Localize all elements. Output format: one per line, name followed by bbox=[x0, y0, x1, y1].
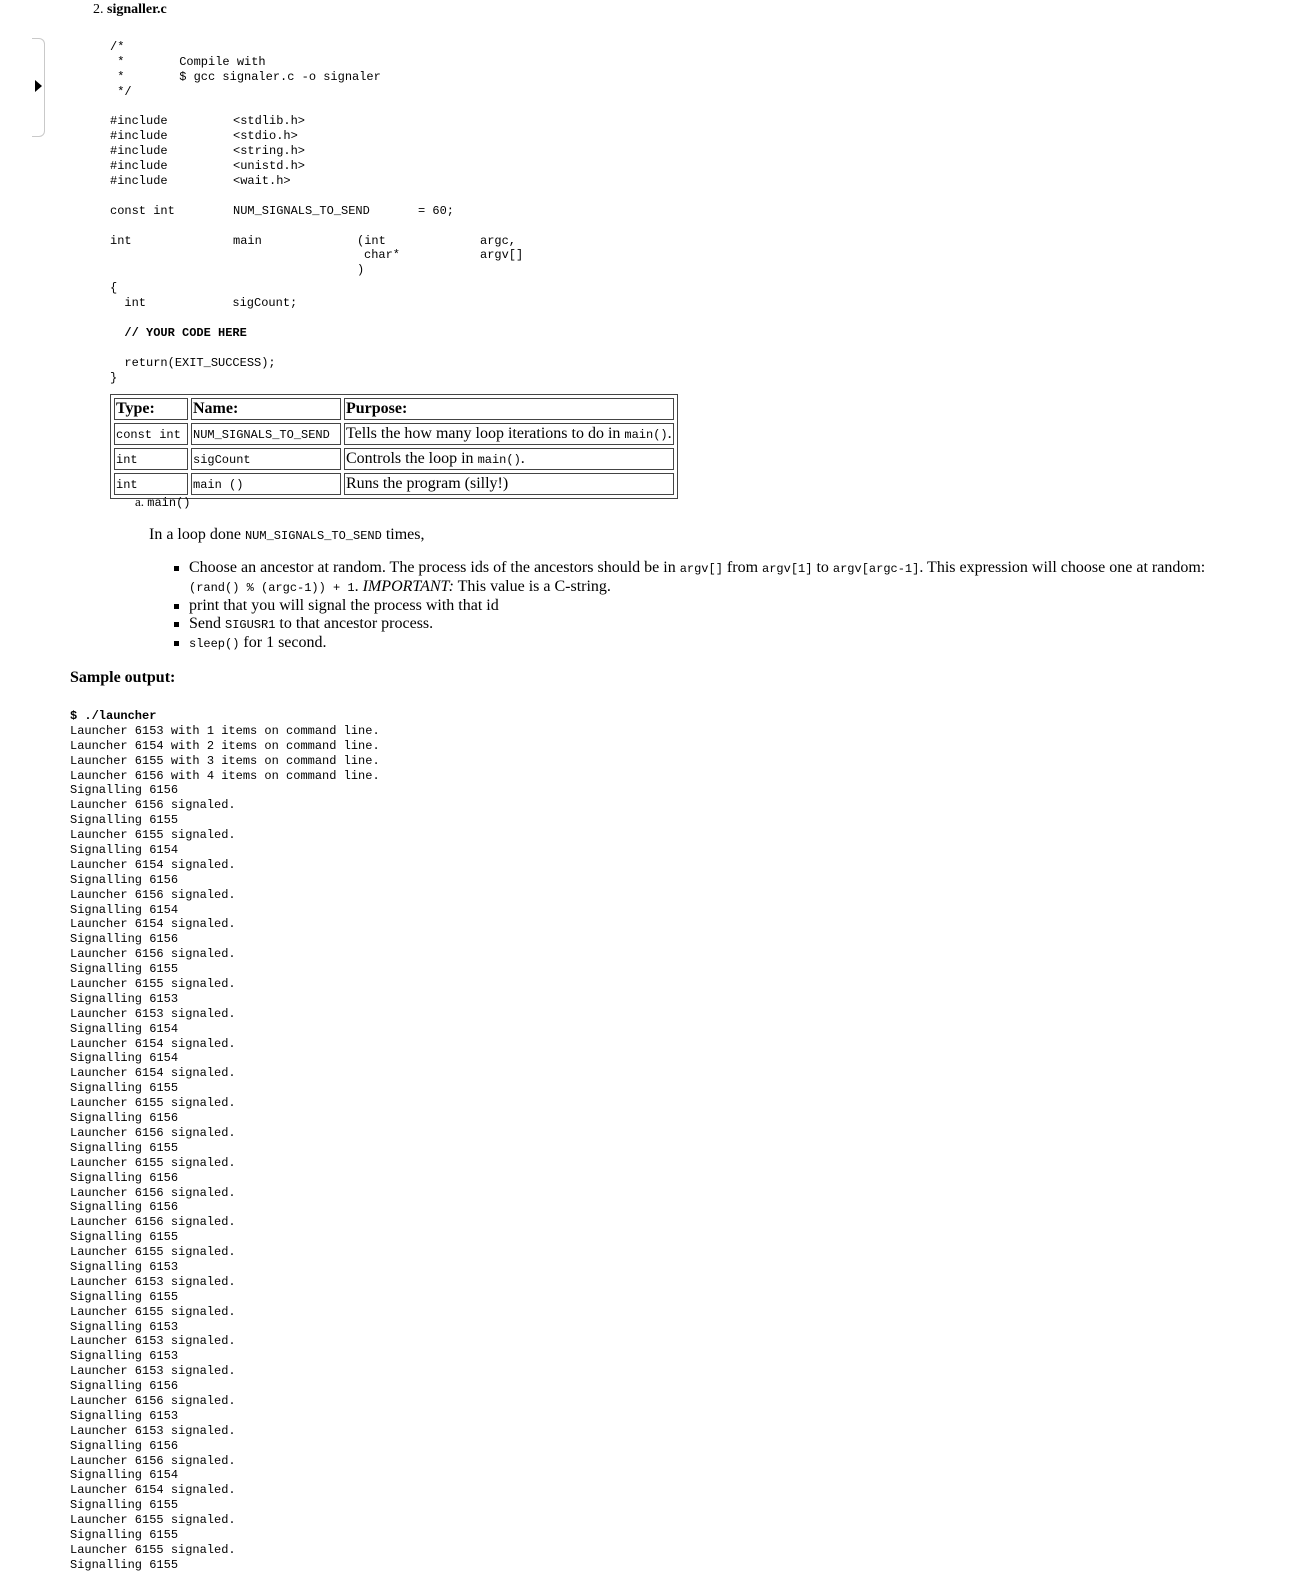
output-line: Launcher 6155 signaled. bbox=[70, 1245, 236, 1260]
output-line: Signalling 6155 bbox=[70, 813, 179, 828]
section-heading bbox=[93, 2, 167, 18]
output-line: Signalling 6154 bbox=[70, 1051, 179, 1066]
output-line: Signalling 6156 bbox=[70, 1111, 179, 1126]
header-cell: Purpose: bbox=[344, 398, 674, 420]
include-line: #include <wait.h> bbox=[110, 174, 291, 189]
output-line: Launcher 6154 signaled. bbox=[70, 1066, 236, 1081]
output-line: Launcher 6155 signaled. bbox=[70, 1304, 236, 1319]
output-line: Launcher 6155 signaled. bbox=[70, 1513, 236, 1528]
output-line: Signalling 6156 bbox=[70, 932, 179, 947]
output-line: Launcher 6155 signaled. bbox=[70, 1096, 236, 1111]
return-statement: return(EXIT_SUCCESS); bbox=[124, 355, 276, 370]
code-line: } bbox=[110, 370, 118, 385]
output-line: Signalling 6155 bbox=[70, 1557, 179, 1572]
output-line: Signalling 6155 bbox=[70, 1230, 179, 1245]
list-item: print that you will signal the process with that id bbox=[189, 597, 1219, 615]
type-cell: int bbox=[114, 473, 188, 495]
output-line: Launcher 6156 signaled. bbox=[70, 1125, 236, 1140]
name-cell: sigCount bbox=[191, 448, 341, 470]
output-line: Signalling 6153 bbox=[70, 1259, 179, 1274]
output-line: Signalling 6156 bbox=[70, 872, 179, 887]
output-line: Signalling 6155 bbox=[70, 1498, 179, 1513]
output-line: Signalling 6155 bbox=[70, 1081, 179, 1096]
output-line: Signalling 6154 bbox=[70, 902, 179, 917]
output-line: Signalling 6156 bbox=[70, 1170, 179, 1185]
output-line: Signalling 6154 bbox=[70, 1468, 179, 1483]
table-header-row bbox=[114, 398, 674, 420]
loop-intro: In a loop done NUM_SIGNALS_TO_SEND times, bbox=[149, 526, 425, 543]
section-title: signaller.c bbox=[107, 2, 167, 17]
output-line: Launcher 6154 with 2 items on command line. bbox=[70, 738, 380, 753]
table-row bbox=[114, 473, 674, 495]
name-cell: main () bbox=[191, 473, 341, 495]
output-line: Launcher 6156 signaled. bbox=[70, 1215, 236, 1230]
purpose-cell: Tells the how many loop iterations to do in main(). bbox=[344, 423, 674, 445]
sample-output-title: Sample output: bbox=[70, 669, 176, 686]
table-row bbox=[114, 448, 674, 470]
code-line: */ bbox=[117, 84, 132, 99]
include-line: #include <stdlib.h> bbox=[110, 114, 306, 129]
header-cell: Type: bbox=[114, 398, 188, 420]
local-declaration: int sigCount; bbox=[124, 296, 298, 311]
code-line: { bbox=[110, 281, 118, 296]
output-line: Signalling 6155 bbox=[70, 1140, 179, 1155]
purpose-cell: Runs the program (silly!) bbox=[344, 473, 674, 495]
include-line: #include <string.h> bbox=[110, 144, 306, 159]
output-line: Launcher 6155 signaled. bbox=[70, 1155, 236, 1170]
type-cell: const int bbox=[114, 423, 188, 445]
output-line: Launcher 6156 signaled. bbox=[70, 798, 236, 813]
command-line: $ ./launcher bbox=[70, 709, 157, 723]
output-line: Signalling 6153 bbox=[70, 1319, 179, 1334]
output-line: Signalling 6155 bbox=[70, 1527, 179, 1542]
output-line: Signalling 6155 bbox=[70, 962, 179, 977]
include-line: #include <stdio.h> bbox=[110, 129, 298, 144]
output-line: Signalling 6153 bbox=[70, 991, 179, 1006]
output-line: Launcher 6154 signaled. bbox=[70, 1036, 236, 1051]
output-line: Signalling 6156 bbox=[70, 1200, 179, 1215]
output-line: Signalling 6156 bbox=[70, 783, 179, 798]
name-cell: NUM_SIGNALS_TO_SEND bbox=[191, 423, 341, 445]
your-code-comment: // YOUR CODE HERE bbox=[124, 325, 247, 340]
purpose-cell: Controls the loop in main(). bbox=[344, 448, 674, 470]
output-line: Launcher 6156 signaled. bbox=[70, 1185, 236, 1200]
table-row bbox=[114, 423, 674, 445]
subsection-heading: a. main() bbox=[135, 494, 191, 510]
expand-arrow-icon[interactable] bbox=[35, 80, 42, 92]
output-line: Launcher 6155 signaled. bbox=[70, 828, 236, 843]
output-line: Launcher 6156 signaled. bbox=[70, 1393, 236, 1408]
output-line: Launcher 6156 signaled. bbox=[70, 947, 236, 962]
list-item: Choose an ancestor at random. The process ids of the ancestors should be in argv[] from argv[1] to argv[argc-1]. This expression will choose one at random: (rand() % (argc-1)) + 1. IMPORTANT: This value is a C-string. bbox=[189, 559, 1219, 597]
output-line: Launcher 6153 signaled. bbox=[70, 1334, 236, 1349]
output-line: Signalling 6153 bbox=[70, 1349, 179, 1364]
code-listing bbox=[110, 40, 523, 385]
output-line: Launcher 6153 signaled. bbox=[70, 1006, 236, 1021]
output-line: Signalling 6155 bbox=[70, 1289, 179, 1304]
code-line: /* bbox=[110, 40, 125, 54]
output-line: Launcher 6155 signaled. bbox=[70, 977, 236, 992]
output-line: Launcher 6156 with 4 items on command line. bbox=[70, 768, 380, 783]
const-declaration: const int NUM_SIGNALS_TO_SEND = 60; bbox=[110, 203, 455, 218]
main-signature: int main (int argc, bbox=[110, 233, 517, 248]
output-line: Signalling 6156 bbox=[70, 1438, 179, 1453]
include-line: #include <unistd.h> bbox=[110, 159, 306, 174]
output-line: Launcher 6155 signaled. bbox=[70, 1542, 236, 1557]
output-line: Launcher 6153 with 1 items on command line. bbox=[70, 723, 380, 738]
output-line: Signalling 6156 bbox=[70, 1379, 179, 1394]
main-signature: ) bbox=[357, 263, 365, 278]
output-line: Launcher 6156 signaled. bbox=[70, 887, 236, 902]
section-number: 2. bbox=[93, 2, 104, 17]
output-line: Launcher 6153 signaled. bbox=[70, 1274, 236, 1289]
output-line: Launcher 6153 signaled. bbox=[70, 1423, 236, 1438]
main-signature: char* argv[] bbox=[364, 248, 524, 263]
output-line: Launcher 6154 signaled. bbox=[70, 857, 236, 872]
type-cell: int bbox=[114, 448, 188, 470]
variables-table bbox=[110, 394, 678, 499]
output-line: Launcher 6155 with 3 items on command line. bbox=[70, 753, 380, 768]
output-line: Signalling 6153 bbox=[70, 1408, 179, 1423]
output-line: Launcher 6153 signaled. bbox=[70, 1364, 236, 1379]
output-lines bbox=[70, 724, 380, 1573]
output-line: Signalling 6154 bbox=[70, 1021, 179, 1036]
code-line: * Compile with bbox=[117, 54, 266, 69]
code-line: * $ gcc signaler.c -o signaler bbox=[117, 69, 381, 84]
output-line: Launcher 6156 signaled. bbox=[70, 1453, 236, 1468]
list-item: Send SIGUSR1 to that ancestor process. bbox=[189, 615, 1219, 634]
sample-output bbox=[70, 709, 380, 1573]
list-item: sleep() for 1 second. bbox=[189, 634, 1219, 653]
steps-list bbox=[189, 559, 1219, 653]
output-line: Launcher 6154 signaled. bbox=[70, 1483, 236, 1498]
output-line: Launcher 6154 signaled. bbox=[70, 917, 236, 932]
header-cell: Name: bbox=[191, 398, 341, 420]
output-line: Signalling 6154 bbox=[70, 843, 179, 858]
